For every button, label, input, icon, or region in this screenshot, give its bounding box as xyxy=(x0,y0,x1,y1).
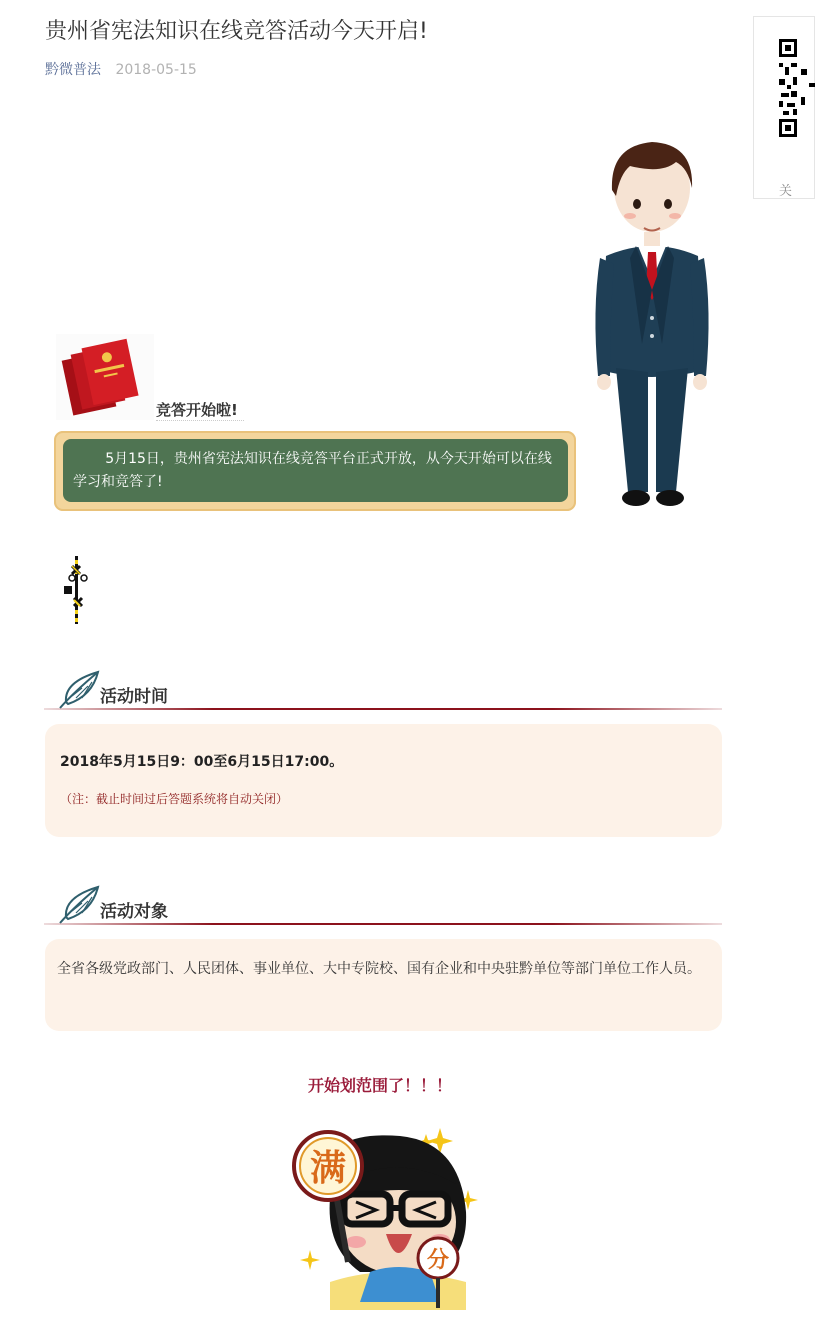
section-heading-label: 活动对象 xyxy=(100,902,168,922)
activity-time-range: 2018年5月15日9：00至6月15日17:00。 xyxy=(60,754,344,770)
article-title: 贵州省宪法知识在线竞答活动今天开启! xyxy=(45,19,428,44)
section-divider xyxy=(44,923,722,925)
mascot-badge-bottom: 分 xyxy=(426,1248,450,1273)
activity-time-card xyxy=(45,724,722,837)
constitution-book-image xyxy=(56,334,154,420)
full-score-mascot-image xyxy=(290,1122,486,1314)
section-heading-time xyxy=(44,670,722,718)
account-name-link[interactable]: 黔微普法 xyxy=(45,62,101,78)
section-divider xyxy=(44,708,722,710)
chalkboard-frame xyxy=(54,431,576,511)
mascot-badge-top: 满 xyxy=(309,1148,347,1189)
range-announcement: 开始划范围了！！！ xyxy=(307,1076,452,1095)
publish-date: 2018-05-15 xyxy=(115,62,197,78)
qr-caption: 关 xyxy=(779,184,793,199)
activity-time-note: （注：截止时间过后答题系统将自动关闭） xyxy=(60,792,289,806)
lawyer-illustration xyxy=(590,140,710,512)
feather-quill-icon xyxy=(56,885,102,925)
qr-code-image xyxy=(779,39,815,139)
chalkboard-notice: 5月15日，贵州省宪法知识在线竞答平台正式开放，从今天开始可以在线学习和竞答了! xyxy=(63,439,568,502)
article-meta xyxy=(45,60,197,80)
section-heading-label: 活动时间 xyxy=(100,687,168,707)
qr-code-panel xyxy=(753,16,815,199)
decorative-chain-icon xyxy=(62,556,90,626)
section-heading-target xyxy=(44,885,722,933)
activity-target-card: 全省各级党政部门、人民团体、事业单位、大中专院校、国有企业和中央驻黔单位等部门单位工作人员。 xyxy=(45,939,722,1031)
feather-quill-icon xyxy=(56,670,102,710)
competition-start-label: 竞答开始啦! xyxy=(156,400,244,421)
